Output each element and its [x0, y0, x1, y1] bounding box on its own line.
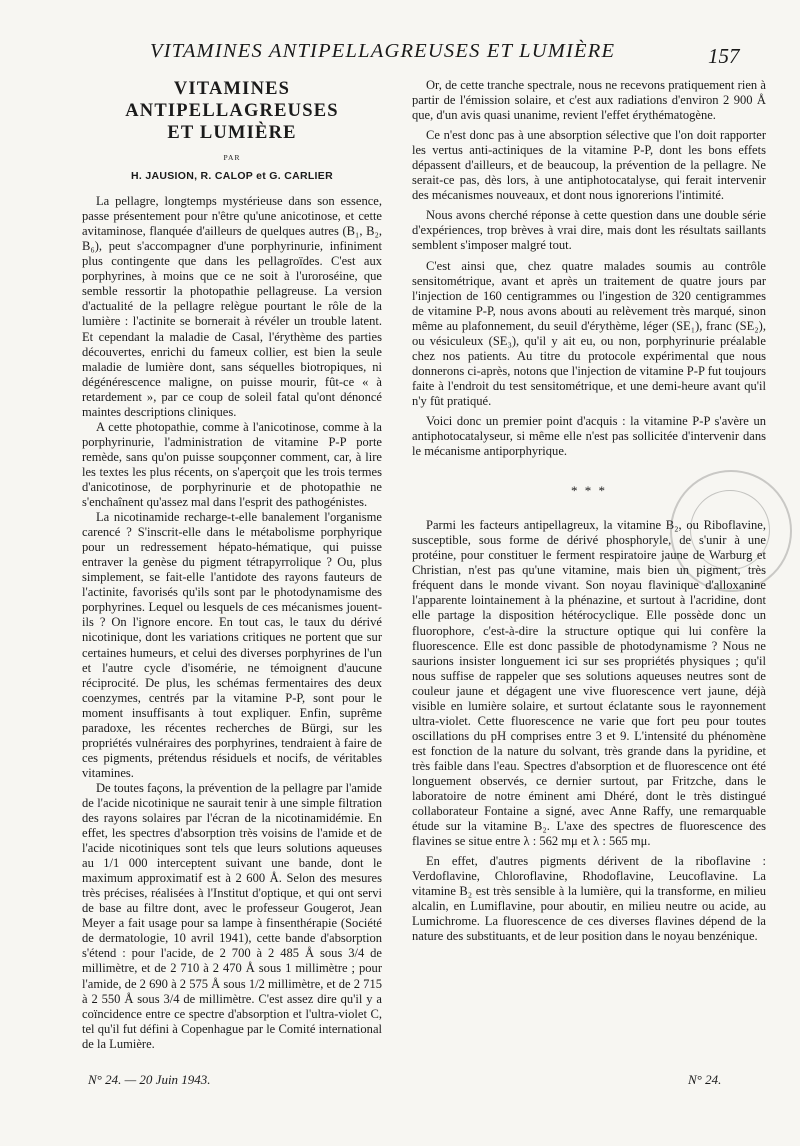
authors-line: H. JAUSION, R. CALOP et G. CARLIER	[131, 170, 333, 183]
left-paragraph-4: De toutes façons, la prévention de la pellagre par l'amide de l'acide nicotinique ne saurait tenir à une simple filtration des rayons solaires par l'écran de la nicotinamidémie. En effet, les spectres d'absorption très voisins de l'amide et de l'acide nicotiniques sont tels que leurs solutions aqueuses au 1/1 000 interceptent suivant une bande, dont le maximum approximatif est à 2 600 Å. Selon des mesures très précises, réalisées à l'Institut d'optique, et qui ont servi de base au filtre dont, avec le professeur Gougerot, Jean Meyer a fait usage pour sa lampe à finsenthérapie (Société de dermatologie, 10 avril 1941), cette bande d'absorption s'étend : pour l'acide, de 2 700 à 2 485 Å sous 3/4 de millimètre, et de 2 710 à 2 470 Å sous 1 millimètre ; pour l'amide, de 2 690 à 2 575 Å sous 1/2 millimètre, et de 2 715 à 2 550 Å sous 3/4 de millimètre. C'est assez dire qu'il y a coïncidence entre ce spectre d'absorption et l'ultra-violet C, tel qu'il fut défini à Copenhague par le Comité international de la Lumière.	[82, 780, 382, 1051]
right-paragraph-1: Or, de cette tranche spectrale, nous ne recevons pratiquement rien à partir de l'émission solaire, et c'est aux radiations d'environ 2 900 Å que, d'un avis quasi unanime, revient l'effet érythématogène.	[412, 78, 766, 123]
right-paragraph-3: Nous avons cherché réponse à cette question dans une double série d'expériences, trop brèves à vrai dire, mais dont les résultats saillants semblent s'imposer malgré tout.	[412, 208, 766, 253]
right-column	[412, 78, 766, 944]
article-title-line-1: VITAMINES	[173, 79, 291, 99]
right-paragraph-4: C'est ainsi que, chez quatre malades soumis au contrôle sensitométrique, avant et après un traitement de quatre jours par l'injection de 160 centigrammes ou l'ingestion de 320 centigrammes de vitamine P-P, nous avons abouti au relèvement très marqué, sinon même au plafonnement, du seuil d'érythème, léger (SE₁), franc (SE₂), ou vésiculeux (SE₃), qu'il y ait eu, ou non, porphyrinurie préalable chez nos patients. Au titre du protocole expérimental que nous donnerons ci-après, notons que l'injection de vitamine P-P fut toujours faite à l'endroit du test sensitométrique, et une demi-heure avant qu'il n'y fût pratiqué.	[412, 258, 766, 408]
byline-par: PAR	[223, 153, 241, 162]
running-head-title: VITAMINES ANTIPELLAGREUSES ET LUMIÈRE	[150, 40, 616, 62]
footer-issue-number: N° 24.	[688, 1072, 722, 1087]
left-paragraph-2: A cette photopathie, comme à l'anicotinose, comme à la porphyrinurie, l'administration de vitamine P-P porte remède, sans qu'on puisse soupçonner comment, car, à lire les textes les plus récents, on s'aperçoit que les trois termes d'anicotinose, de porphyrinurie et de photopathie ne s'enchaînent qu'assez mal dans l'esprit des pathogénistes.	[82, 419, 382, 510]
right-paragraph-6: Parmi les facteurs antipellagreux, la vitamine B₂, ou Riboflavine, susceptible, sous forme de dérivé phosphoryle, de s'unir à une protéine, pour constituer le ferment respiratoire jaune de Warburg et Christian, n'est pas qu'une vitamine, mais bien un pigment, très fréquent dans le monde vivant. Son noyau flavinique d'alloxanine l'apparente lointainement à la phénazine, et surtout à l'acridine, dont elle partage la disposition hétérocyclique. Elle possède donc un fluorophore, c'est-à-dire la structure optique qui lui confère la fluorescence. Elle est donc passible de photodynamisme ? Nous ne saurions insister longuement ici sur ses propriétés physiques ; qu'il nous suffise de rappeler que ses solutions aqueuses neutres sont de couleur jaune et dégagent une vive fluorescence vert jaune, déjà visible en lumière solaire, et surtout éclatante sous le rayonnement ultra-violet. Cette fluorescence ne varie que fort peu pour toutes oscillations du pH comprises entre 3 et 9. L'intensité du phénomène est fonction de la nature du solvant, très grande dans la pyridine, et très faible dans l'eau. Spectres d'absorption et de fluorescence ont été longuement observés, ce dernier surtout, par Fritzche, dans le laboratoire de notre éminent ami Dhéré, dont le très distingué collaborateur Fontaine a signé, avec Anne Raffy, une remarquable étude sur la vitamine B₂. L'axe des spectres de fluorescence des flavines se situe entre λ : 562 mμ et λ : 565 mμ.	[412, 518, 766, 849]
section-separator: * * *	[571, 483, 607, 499]
page-number: 157	[708, 44, 740, 68]
article-title	[82, 78, 382, 144]
left-column	[82, 78, 382, 1052]
left-paragraph-1: La pellagre, longtemps mystérieuse dans son essence, passe présentement pour n'être qu'une anicotinose, et cette avitaminose, flanquée d'ailleurs de quelques autres (B₁, B₂, B₆), peut s'accompagner d'une porphyrinurie, infiniment plus contingente que dans les pellagroïdes. C'est aux porphyrines, à moins que ce ne soit à l'uroroséine, que semble ressortir la photopathie pellagreuse. La version d'actualité de la pellagre relègue pourtant le rôle de la lumière : l'actinite se bornerait à révéler un trouble latent. Et cependant la maladie de Casal, l'érythème des parties découvertes, enrichi du fameux collier, est bien la seule maladie de lumière dont, sans séquelles biotropiques, ni dégénérescence maligne, on puisse mourir, fût-ce « à retardement », par ce coup de soleil fatal qu'ont dénoncé maintes descriptions cliniques.	[82, 194, 382, 419]
left-paragraph-3: La nicotinamide recharge-t-elle banalement l'organisme carencé ? S'inscrit-elle dans le métabolisme porphyrique pour un redressement hépato-hématique, qui puisse entraver la genèse du pigment tétrapyrrolique ? Ou, plus simplement, se fait-elle l'antidote des rayons fauteurs de l'actinite, favorisés qu'ils sont par le photodynamisme des porphyrines. Lequel ou lesquels de ces mécanismes jouent-ils ? On l'ignore encore. En tout cas, le taux du dérivé nicotinique, dont les variations critiques ne portent que sur certaines humeurs, et celui des diverses porphyrines de l'un et l'autre cycle d'isomérie, ne témoignent d'aucune réciprocité. De plus, les schémas fermentaires des deux coenzymes, centrés par la vitamine P-P, sont pour le moment insuffisants à tout expliquer. Enfin, suprême paradoxe, les récentes recherches de Bürgi, sur les propriétés vulnéraires des porphyrines, tendraient à faire de ces pigments, prétendus résiduels et nocifs, de véritables vitamines.	[82, 510, 382, 780]
article-title-line-3: ET LUMIÈRE	[167, 123, 297, 143]
right-paragraph-7: En effet, d'autres pigments dérivent de la riboflavine : Verdoflavine, Chloroflavine, Rhodoflavine, Leucoflavine. La vitamine B₂ est très sensible à la lumière, qui la transforme, en milieu alcalin, en Lumiflavine, pour aboutir, en milieu neutre ou acide, au Lumichrome. La fluorescence de ces diverses flavines dépend de la nature des substituants, et de leur position dans le noyau benzénique.	[412, 854, 766, 944]
right-paragraph-5: Voici donc un premier point d'acquis : la vitamine P-P s'avère un antiphotocatalyseur, si même elle n'est pas sollicitée d'intervenir dans le mécanisme antiporphyrique.	[412, 413, 766, 459]
article-title-line-2: ANTIPELLAGREUSES	[125, 101, 339, 121]
footer-issue-date: N° 24. — 20 Juin 1943.	[88, 1072, 211, 1087]
right-paragraph-2: Ce n'est donc pas à une absorption sélective que l'on doit rapporter les vertus anti-actiniques de la vitamine P-P, dont les bons effets dépassent d'ailleurs, et de beaucoup, la prévention de la pellagre. Ne serait-ce pas, dès lors, à une antiphotocatalyse, qui ferait intervenir des mécanismes nouveaux, et dont nous ignorerions l'intimité.	[412, 128, 766, 203]
